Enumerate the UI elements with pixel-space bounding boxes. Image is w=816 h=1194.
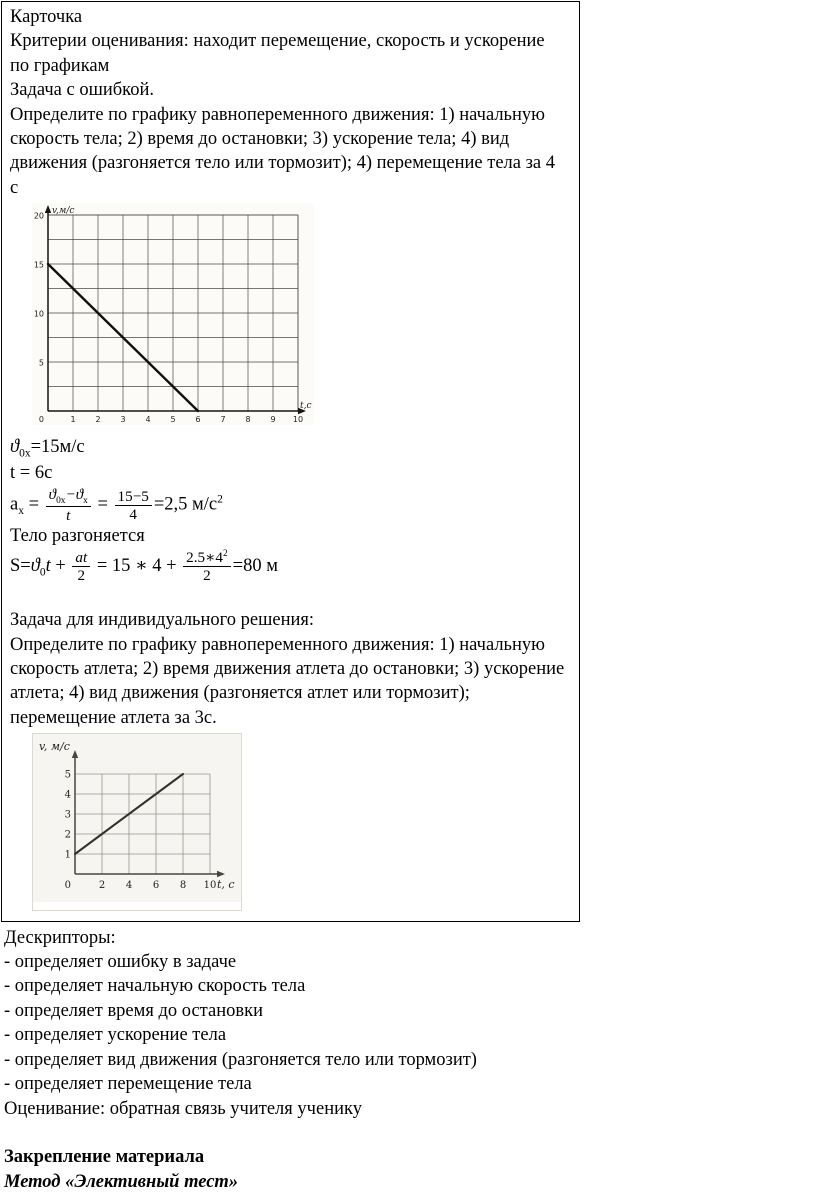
svg-text:5: 5	[38, 358, 44, 368]
svg-text:v,м/с: v,м/с	[52, 206, 75, 217]
svg-text:9: 9	[270, 415, 276, 425]
svg-text:10: 10	[33, 309, 44, 319]
solution-displacement: $S=ϑ_0t$ + $\frac{at}{2}$ = 15 ∗ 4 + $\frac{2.5∗4^2}{2}$ =80 м	[10, 548, 278, 584]
svg-text:6: 6	[195, 415, 201, 425]
svg-text:3: 3	[64, 809, 71, 821]
svg-text:3: 3	[120, 415, 126, 425]
svg-text:4: 4	[64, 789, 71, 801]
svg-text:2: 2	[95, 415, 101, 425]
descriptor-item: - определяет вид движения (разгоняется тело или тормозит)	[4, 1049, 477, 1070]
svg-text:10: 10	[292, 415, 304, 425]
fraction-numeric: $\frac{15-5}{4}$	[113, 488, 154, 523]
fraction-numeric-2: $\frac{2.5∗4^2}{2}$	[181, 549, 233, 584]
descriptor-item: - определяет перемещение тела	[4, 1074, 252, 1095]
velocity-time-graph-1	[32, 203, 314, 432]
fraction-velocity-over-time: $\frac{ϑ_{0x}-ϑ_x}{t}$	[44, 486, 93, 525]
svg-text:15: 15	[33, 260, 44, 270]
svg-text:4: 4	[125, 880, 133, 892]
svg-text:1: 1	[70, 415, 76, 425]
svg-text:8: 8	[245, 415, 251, 425]
card-title: Карточка	[10, 7, 83, 27]
card-criteria: Критерии оценивания: находит перемещение, скорость и ускорение по графикам	[10, 31, 545, 76]
svg-text:10: 10	[203, 880, 217, 892]
solution-motion-kind: Тело разгоняется	[10, 526, 145, 547]
svg-text:6: 6	[152, 880, 160, 892]
descriptors-section	[1, 922, 816, 1194]
svg-text:8: 8	[179, 880, 187, 892]
svg-text:7: 7	[220, 415, 226, 425]
descriptor-item: - определяет начальную скорость тела	[4, 976, 306, 997]
svg-text:v, м/с: v, м/с	[39, 740, 70, 754]
task-with-error-label: Задача с ошибкой.	[10, 80, 154, 101]
svg-text:t,c: t,c	[300, 401, 312, 412]
svg-text:4: 4	[145, 415, 151, 425]
svg-text:5: 5	[64, 769, 71, 781]
svg-text:2: 2	[98, 880, 106, 892]
task1-text: Определите по графику равнопеременного движения: 1) начальную скорость тела; 2) время до остановки; 3) ускорение тела; 4) вид движения (разгоняется тело или тормозит); 4) перемещение тела за 4 с	[10, 104, 555, 198]
svg-text:t, с: t, с	[217, 878, 235, 892]
blank-line	[10, 584, 567, 608]
consolidation-heading: Закрепление материала	[4, 1147, 205, 1168]
solution-initial-velocity: $ϑ_{0x}=15м/с$	[10, 436, 85, 460]
solution-stop-time: t = 6с	[10, 463, 53, 484]
descriptor-item: - определяет время до остановки	[4, 1000, 263, 1021]
velocity-time-graph-2	[32, 733, 242, 910]
svg-text:0: 0	[38, 415, 44, 425]
svg-text:1: 1	[64, 849, 71, 861]
svg-text:0: 0	[64, 880, 71, 892]
velocity-time-graph-2-svg	[33, 734, 241, 902]
svg-text:20: 20	[33, 211, 44, 221]
descriptor-item: - определяет ускорение тела	[4, 1025, 227, 1046]
descriptors-title: Дескрипторы:	[4, 927, 116, 948]
velocity-time-graph-1-svg	[32, 203, 314, 425]
svg-text:5: 5	[170, 415, 176, 425]
descriptor-item: - определяет ошибку в задаче	[4, 952, 237, 973]
svg-text:2: 2	[64, 829, 71, 841]
assessment-line: Оценивание: обратная связь учителя ученику	[4, 1098, 362, 1119]
solution-acceleration: $a_х$ = $\frac{ϑ_{0x}-ϑ_x}{t}$ = $\frac{15-5}{4}$ =2,5 $м/с^2$	[10, 485, 223, 525]
task2-title: Задача для индивидуального решения:	[10, 610, 315, 631]
method-line: Метод «Элективный тест»	[4, 1171, 239, 1192]
fraction-at2-over-2: $\frac{at}{2}$	[70, 549, 92, 584]
task2-text: Определите по графику равнопеременного движения: 1) начальную скорость атлета; 2) время движения атлета до остановки; 3) ускорение атлета; 4) вид движения (разгоняется атлет или тормозит); перемещение атлета за 3с.	[10, 634, 565, 728]
blank-line	[4, 1121, 808, 1145]
card-table-cell	[1, 1, 580, 922]
